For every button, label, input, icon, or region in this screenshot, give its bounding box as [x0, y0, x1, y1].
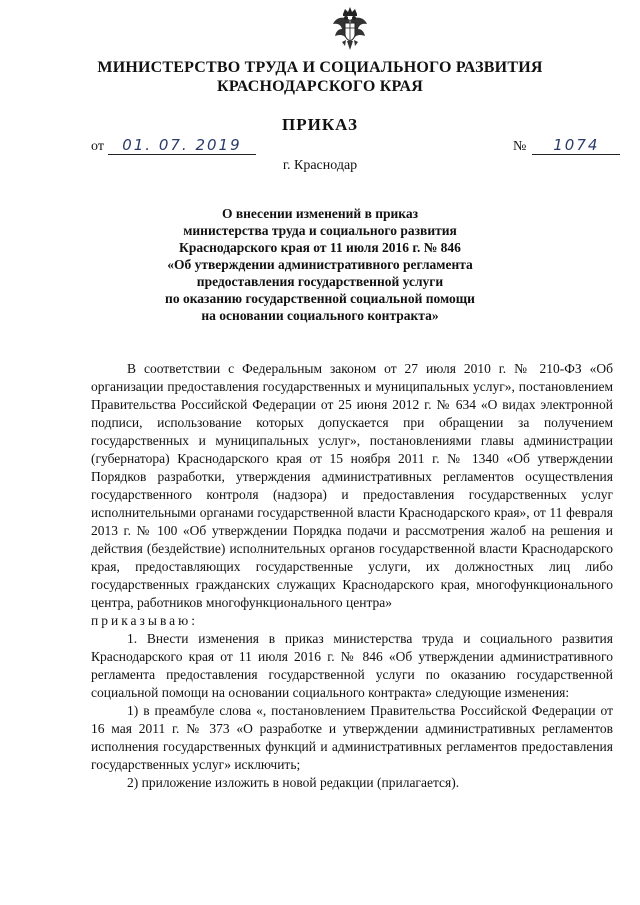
number-field: 1074	[532, 136, 620, 155]
number-prefix: №	[513, 139, 527, 154]
ministry-line-1: МИНИСТЕРСТВО ТРУДА И СОЦИАЛЬНОГО РАЗВИТИЯ	[97, 59, 543, 76]
preamble-paragraph: В соответствии с Федеральным законом от 27 июля 2010 г. № 210-ФЗ «Об организации предоставления государственных и муниципальных услуг», постановлением Правительства Российской Федерации от 25 июня 2012 г. № 634 «О видах электронной подписи, использование которых допускается при обращении за получением государственных и муниципальных услуг», постановлениями главы администрации (губернатора) Краснодарского края от 15 ноября 2011 г. № 1340 «Об утверждении Порядков разработки, утверждения административных регламентов осуществления государственного контроля (надзора) и предоставления государственных услуг исполнительными органами государственной власти Краснодарского края», от 11 февраля 2013 г. № 100 «Об утверждении Порядка подачи и рассмотрения жалоб на решения и действия (бездействие) исполнительных органов государственной власти Краснодарского края, предоставляющих государственные услуги, их должностных лиц либо государственных гражданских служащих Краснодарского края, многофункционального центра, работников многофункционального центра»	[91, 361, 613, 610]
subject-line: предоставления государственной услуги	[196, 274, 444, 289]
city: г. Краснодар	[282, 158, 358, 173]
date-row	[91, 136, 256, 155]
item-1-paragraph: 1. Внести изменения в приказ министерства труда и социального развития Краснодарского края от 11 июля 2016 г. № 846 «Об утверждении административного регламента предоставления государственной услуги по оказанию государственной социальной помощи на основании социального контракта» следующие изменения:	[91, 631, 613, 700]
subject-line: министерства труда и социального развития	[183, 223, 457, 238]
subject-line: Краснодарского края от 11 июля 2016 г. № 846	[179, 240, 461, 255]
subject-line: О внесении изменений в приказ	[221, 206, 419, 221]
coat-of-arms-icon	[332, 6, 368, 52]
document-body	[91, 360, 613, 792]
decree-word: приказываю:	[91, 613, 198, 628]
document-type: ПРИКАЗ	[282, 115, 358, 134]
subitem-2-paragraph: 2) приложение изложить в новой редакции (прилагается).	[127, 775, 460, 790]
subject-line: по оказанию государственной социальной помощи	[165, 291, 475, 306]
number-row	[513, 136, 620, 155]
subject-line: «Об утверждении административного регламента	[167, 257, 473, 272]
ministry-line-2: КРАСНОДАРСКОГО КРАЯ	[217, 78, 423, 95]
ministry-name	[0, 58, 640, 96]
order-subject	[80, 205, 560, 324]
date-prefix: от	[91, 139, 104, 154]
subject-line: на основании социального контракта»	[201, 308, 439, 323]
date-field: 01. 07. 2019	[108, 136, 256, 155]
subitem-1-paragraph: 1) в преамбуле слова «, постановлением Правительства Российской Федерации от 16 мая 2011 г. № 373 «О разработке и утверждении административных регламентов исполнения государственных функций и административных регламентов предоставления государственных услуг» исключить;	[91, 703, 613, 772]
